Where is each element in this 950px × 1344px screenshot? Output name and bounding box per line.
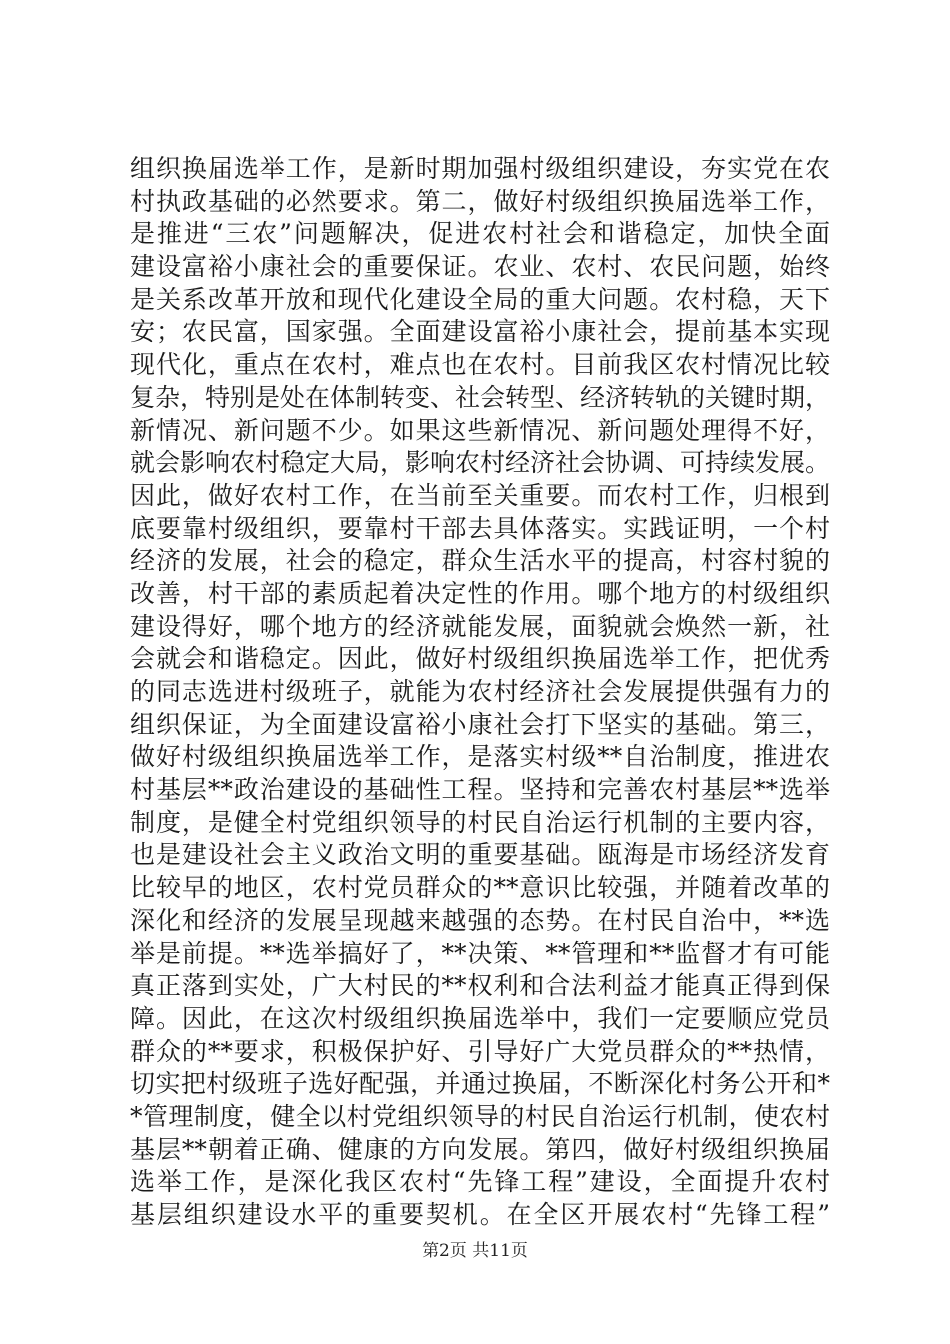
text-line: 改善，村干部的素质起着决定性的作用。哪个地方的村级组织 [130, 578, 830, 608]
text-line: 会就会和谐稳定。因此，做好村级组织换届选举工作，把优秀 [130, 644, 830, 674]
text-line: 建设得好，哪个地方的经济就能发展，面貌就会焕然一新，社 [130, 611, 830, 641]
text-line: 举是前提。**选举搞好了，**决策、**管理和**监督才有可能 [130, 938, 830, 968]
text-line: 的同志选进村级班子，就能为农村经济社会发展提供强有力的 [130, 677, 830, 706]
page-footer [0, 1240, 950, 1262]
text-line: 基层**朝着正确、健康的方向发展。第四，做好村级组织换届 [130, 1134, 830, 1164]
text-line: 建设富裕小康社会的重要保证。农业、农村、农民问题，始终 [130, 252, 830, 282]
body-text [130, 153, 830, 1232]
text-line: 安；农民富，国家强。全面建设富裕小康社会，提前基本实现 [130, 317, 830, 347]
text-line: 就会影响农村稳定大局，影响农村经济社会协调、可持续发展。 [130, 448, 831, 478]
text-line: 也是建设社会主义政治文明的重要基础。瓯海是市场经济发育 [130, 840, 830, 870]
text-line: 底要靠村级组织，要靠村干部去具体落实。实践证明，一个村 [130, 513, 830, 543]
text-line: 是推进“三农”问题解决，促进农村社会和谐稳定，加快全面 [130, 219, 830, 249]
text-line: 真正落到实处，广大村民的**权利和合法利益才能真正得到保 [130, 971, 830, 1001]
text-line: 群众的**要求，积极保护好、引导好广大党员群众的**热情， [130, 1036, 830, 1066]
text-line: 复杂，特别是处在体制转变、社会转型、经济转轨的关键时期， [130, 382, 831, 412]
text-line: 村执政基础的必然要求。第二，做好村级组织换届选举工作， [130, 186, 830, 216]
text-line: 制度，是健全村党组织领导的村民自治运行机制的主要内容， [130, 807, 830, 837]
text-line: 村基层**政治建设的基础性工程。坚持和完善农村基层**选举 [130, 775, 830, 805]
text-line: 经济的发展，社会的稳定，群众生活水平的提高，村容村貌的 [130, 546, 830, 576]
text-line: 新情况、新问题不少。如果这些新情况、新问题处理得不好， [130, 415, 830, 445]
text-line: 组织换届选举工作，是新时期加强村级组织建设，夯实党在农 [130, 154, 830, 183]
text-line: 障。因此，在这次村级组织换届选举中，我们一定要顺应党员 [130, 1003, 830, 1033]
text-line: 做好村级组织换届选举工作，是落实村级**自治制度，推进农 [130, 742, 830, 772]
text-line: 比较早的地区，农村党员群众的**意识比较强，并随着改革的 [130, 873, 830, 903]
page-number: 第2页 共11页 [422, 1241, 528, 1261]
text-line: 是关系改革开放和现代化建设全局的重大问题。农村稳，天下 [130, 284, 830, 314]
text-line: 深化和经济的发展呈现越来越强的态势。在村民自治中，**选 [130, 905, 830, 935]
text-line: 选举工作，是深化我区农村“先锋工程”建设，全面提升农村 [130, 1167, 830, 1197]
text-line: 因此，做好农村工作，在当前至关重要。而农村工作，归根到 [130, 480, 830, 510]
text-line: *管理制度，健全以村党组织领导的村民自治运行机制，使农村 [130, 1101, 830, 1131]
text-line: 组织保证，为全面建设富裕小康社会打下坚实的基础。第三， [130, 709, 830, 739]
text-line: 现代化，重点在农村，难点也在农村。目前我区农村情况比较 [130, 350, 830, 380]
text-line: 切实把村级班子选好配强，并通过换届，不断深化村务公开和* [130, 1069, 830, 1099]
text-line: 基层组织建设水平的重要契机。在全区开展农村“先锋工程” [130, 1200, 830, 1229]
